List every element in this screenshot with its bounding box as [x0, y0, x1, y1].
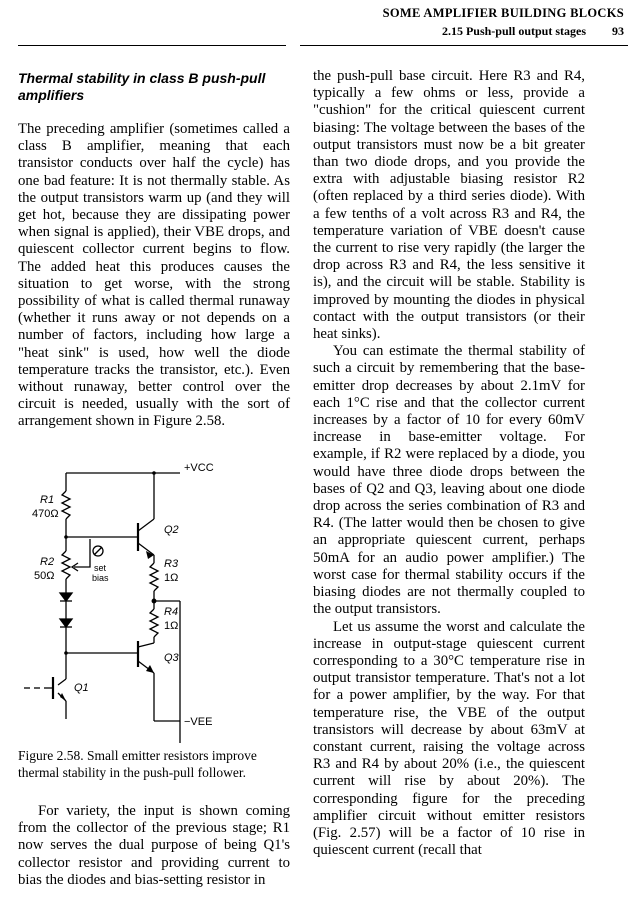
left-paragraph-2: For variety, the input is shown coming from the collector of the previous stage; R1 now serves the dual purpose of being Q1's collector resistor and providing current to bias the diodes and bias-setting resistor in	[18, 803, 290, 888]
right-column	[313, 68, 585, 859]
r3-resistor	[150, 563, 158, 591]
right-paragraph-1: the push-pull base circuit. Here R3 and R4, typically a few ohms or less, provide a "cushion" for the critical quiescent current biasing: The voltage between the bases of the output transistors must now be a bit greater than two diode drops, and you provide the extra with adjustable biasing resistor R2 (often replaced by a third series diode). With a few tenths of a volt across R3 and R4, the temperature variation of VBE doesn't cause the current to rise very rapidly (the larger the drop across R3 and R4, the less sensitive it is), and the circuit will be stable. Stability is improved by mounting the diodes in physical contact with the output transistors (or their heat sinks).	[313, 68, 585, 343]
q3-emitter-arrow	[146, 665, 154, 673]
q1-label: Q1	[74, 682, 89, 694]
diode-2	[60, 619, 72, 627]
vcc-label: +VCC	[184, 462, 214, 474]
r3-value: 1Ω	[164, 572, 179, 584]
section-header	[383, 24, 624, 39]
r4-resistor	[150, 609, 158, 637]
page-number: 93	[612, 24, 624, 38]
r2-resistor	[62, 551, 70, 579]
diode-1	[60, 593, 72, 601]
set-label: set	[94, 563, 107, 573]
header-rule-left	[18, 45, 286, 46]
right-paragraph-2: You can estimate the thermal stability of such a circuit by remembering that the base-emitter drop decreases by about 2.1mV for each 1°C rise and that the collector current increases by a factor of 10 for every 60mV increase in base-emitter voltage. For example, if R2 were replaced by a diode, you would have three diode drops between the bases of Q2 and Q3, leaving about one diode drop across the series combination of R3 and R4. (The latter would then be chosen to give an appropriate quiescent current, perhaps 50mA for an audio power amplifier.) The worst case for thermal stability occurs if the biasing diodes are not thermally coupled to the output transistors.	[313, 343, 585, 618]
schematic-svg	[18, 455, 290, 743]
q2-label: Q2	[164, 524, 179, 536]
r4-name: R4	[164, 606, 179, 618]
right-paragraph-3: Let us assume the worst and calculate the increase in output-stage quiescent current corresponding to a 30°C temperature rise in output transistor temperature. That's not a lot for a power amplifier, by the way. For that temperature rise, the VBE of the output transistors will decrease by about 63mV at constant current, raising the voltage across R3 and R4 by about 20% (i.e., the quiescent current will rise by about 20%). The corresponding figure for the preceding amplifier circuit without emitter resistors (Fig. 2.57) will be a factor of 10 rise in quiescent current (recall that	[313, 618, 585, 859]
q1-emitter-arrow	[60, 693, 66, 701]
running-header	[383, 6, 624, 39]
left-column-bottom	[18, 803, 290, 889]
bias-label: bias	[92, 573, 109, 583]
header-rule-right	[300, 45, 628, 46]
left-paragraph-1: The preceding amplifier (sometimes called a class B amplifier, meaning that each transistor conducts over half the cycle) has one bad feature: It is not thermally stable. As the output transistors warm up (and they will get hot, because they are dissipating power when signal is applied), their VBE drops, and quiescent collector current begins to flow. The added heat this produces causes the situation to get worse, with the strong possibility of what is called thermal runaway (whether it runs away or not depends on a number of factors, including how large a "heat sink" is used, how well the diode temperature tracks the transistor, etc.). Even without runaway, better control over the circuit is needed, usually with the sort of arrangement shown in Figure 2.58.	[18, 121, 290, 430]
section-heading: Thermal stability in class B push-pull amplifiers	[18, 70, 266, 103]
section-title: 2.15 Push-pull output stages	[441, 24, 586, 38]
r2-wiper	[74, 539, 90, 567]
figure-caption: Figure 2.58. Small emitter resistors improve thermal stability in the push-pull follower.	[18, 748, 257, 780]
r2-value: 50Ω	[34, 570, 55, 582]
vee-label: −VEE	[184, 716, 213, 728]
r4-value: 1Ω	[164, 620, 179, 632]
r1-resistor	[62, 491, 70, 519]
running-title: SOME AMPLIFIER BUILDING BLOCKS	[382, 6, 624, 20]
r1-name: R1	[40, 494, 55, 506]
q3-label: Q3	[164, 652, 179, 664]
r1-value: 470Ω	[32, 508, 59, 520]
r3-name: R3	[164, 558, 179, 570]
left-column	[18, 70, 290, 431]
figure-2-58-schematic	[18, 455, 290, 743]
r2-name: R2	[40, 556, 55, 568]
